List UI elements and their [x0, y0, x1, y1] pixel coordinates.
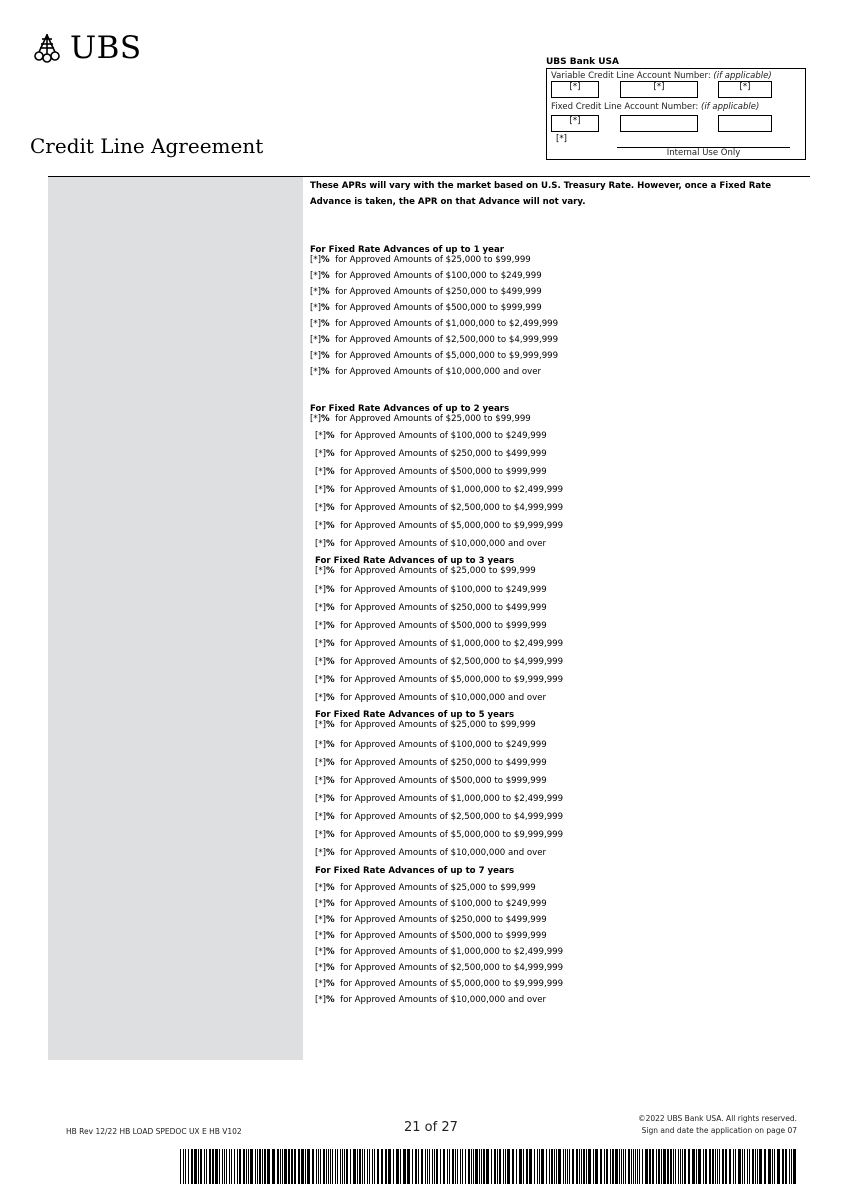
percent-sign: %	[326, 621, 335, 631]
fixed-account-field-2[interactable]	[620, 115, 698, 132]
rate-row-text: for Approved Amounts of $500,000 to $999,999	[340, 621, 547, 631]
rate-row-text: for Approved Amounts of $250,000 to $499,999	[340, 449, 547, 459]
percent-sign: %	[326, 995, 335, 1005]
rate-placeholder: [*]	[315, 758, 327, 768]
percent-sign: %	[326, 720, 335, 730]
section-heading: For Fixed Rate Advances of up to 3 years	[315, 556, 515, 566]
rate-placeholder: [*]	[315, 503, 327, 513]
rate-placeholder: [*]	[310, 255, 322, 265]
rate-row-text: for Approved Amounts of $250,000 to $499,999	[340, 758, 547, 768]
percent-sign: %	[321, 255, 330, 265]
percent-sign: %	[326, 963, 335, 973]
rate-row-text: for Approved Amounts of $25,000 to $99,999	[335, 255, 531, 265]
rate-placeholder: [*]	[315, 915, 327, 925]
percent-sign: %	[326, 566, 335, 576]
percent-sign: %	[326, 776, 335, 786]
percent-sign: %	[326, 979, 335, 989]
rate-row	[315, 675, 563, 686]
rate-row	[315, 812, 563, 823]
rate-row	[315, 995, 546, 1006]
rate-row	[315, 503, 563, 514]
percent-sign: %	[326, 899, 335, 909]
rate-placeholder: [*]	[315, 566, 327, 576]
rate-placeholder: [*]	[310, 367, 322, 377]
rate-row	[315, 776, 547, 787]
barcode	[180, 1149, 796, 1184]
rate-row-text: for Approved Amounts of $25,000 to $99,999	[340, 566, 536, 576]
rate-placeholder: [*]	[315, 521, 327, 531]
rate-row	[315, 979, 563, 990]
rate-placeholder: [*]	[315, 830, 327, 840]
rate-row-text: for Approved Amounts of $2,500,000 to $4,999,999	[340, 657, 564, 667]
percent-sign: %	[326, 539, 335, 549]
rate-row-text: for Approved Amounts of $25,000 to $99,999	[335, 414, 531, 424]
rate-row	[315, 657, 563, 668]
rate-row	[315, 883, 536, 894]
section-heading: For Fixed Rate Advances of up to 1 year	[310, 245, 505, 255]
rate-placeholder: [*]	[315, 899, 327, 909]
rate-row-text: for Approved Amounts of $2,500,000 to $4,999,999	[340, 812, 564, 822]
rate-row	[310, 414, 531, 425]
rate-row-text: for Approved Amounts of $500,000 to $999,999	[340, 776, 547, 786]
rate-placeholder: [*]	[310, 414, 322, 424]
fixed-account-field-1[interactable]: [*]	[551, 115, 599, 132]
form-code: HB Rev 12/22 HB LOAD SPEDOC UX E HB V102	[66, 1127, 242, 1136]
variable-account-field-2[interactable]: [*]	[620, 81, 698, 98]
rate-row	[310, 271, 542, 282]
percent-sign: %	[326, 467, 335, 477]
ubs-logo	[30, 30, 142, 66]
percent-sign: %	[326, 449, 335, 459]
rate-placeholder: [*]	[315, 693, 327, 703]
rate-row-text: for Approved Amounts of $10,000,000 and over	[340, 693, 547, 703]
rate-row	[315, 693, 546, 704]
left-sidebar-panel	[48, 177, 303, 1060]
rate-row-text: for Approved Amounts of $100,000 to $249,999	[340, 431, 547, 441]
percent-sign: %	[326, 485, 335, 495]
rate-placeholder: [*]	[315, 995, 327, 1005]
rate-row-text: for Approved Amounts of $100,000 to $249,999	[335, 271, 542, 281]
apr-intro-text: These APRs will vary with the market based on U.S. Treasury Rate. However, once a Fixed Rate Advance is taken, the APR on that Advance will not vary.	[310, 181, 772, 207]
rate-placeholder: [*]	[315, 947, 327, 957]
rate-placeholder: [*]	[315, 848, 327, 858]
rate-placeholder: [*]	[315, 657, 327, 667]
rate-row-text: for Approved Amounts of $5,000,000 to $9,999,999	[340, 521, 564, 531]
rate-row	[315, 848, 546, 859]
percent-sign: %	[321, 319, 330, 329]
rate-placeholder: [*]	[310, 351, 322, 361]
rate-row	[310, 255, 531, 266]
rate-placeholder: [*]	[315, 740, 327, 750]
rate-row	[315, 963, 563, 974]
rate-row	[315, 603, 547, 614]
section-heading: For Fixed Rate Advances of up to 2 years	[310, 404, 510, 414]
rate-row-text: for Approved Amounts of $2,500,000 to $4,999,999	[335, 335, 559, 345]
percent-sign: %	[326, 740, 335, 750]
rate-row	[315, 585, 547, 596]
rate-row	[315, 485, 563, 496]
rate-placeholder: [*]	[315, 776, 327, 786]
rate-row-text: for Approved Amounts of $5,000,000 to $9,999,999	[340, 979, 564, 989]
rate-row-text: for Approved Amounts of $1,000,000 to $2,499,999	[335, 319, 559, 329]
rate-placeholder: [*]	[310, 303, 322, 313]
rate-row-text: for Approved Amounts of $25,000 to $99,999	[340, 720, 536, 730]
percent-sign: %	[326, 812, 335, 822]
rate-row	[310, 335, 558, 346]
rate-placeholder: [*]	[315, 812, 327, 822]
bank-name: UBS Bank USA	[546, 57, 619, 67]
rate-row-text: for Approved Amounts of $250,000 to $499,999	[340, 915, 547, 925]
rate-row-text: for Approved Amounts of $2,500,000 to $4,999,999	[340, 963, 564, 973]
rate-placeholder: [*]	[315, 675, 327, 685]
internal-use-label: Internal Use Only	[666, 148, 741, 158]
rate-row	[315, 915, 547, 926]
rate-row	[315, 830, 563, 841]
copyright-notice: ©2022 UBS Bank USA. All rights reserved.	[638, 1114, 797, 1123]
fixed-account-field-3[interactable]	[718, 115, 772, 132]
rate-row	[315, 720, 536, 731]
percent-sign: %	[326, 883, 335, 893]
rate-placeholder: [*]	[315, 720, 327, 730]
fixed-account-label: Fixed Credit Line Account Number: (if applicable)	[551, 102, 760, 112]
rate-placeholder: [*]	[315, 431, 327, 441]
rate-row-text: for Approved Amounts of $10,000,000 and over	[335, 367, 542, 377]
rate-row	[315, 566, 536, 577]
rate-row	[310, 367, 541, 378]
percent-sign: %	[326, 657, 335, 667]
percent-sign: %	[326, 693, 335, 703]
rate-row	[315, 794, 563, 805]
page-title: Credit Line Agreement	[30, 134, 264, 158]
rate-placeholder: [*]	[315, 449, 327, 459]
percent-sign: %	[321, 287, 330, 297]
logo-text: UBS	[70, 30, 142, 66]
percent-sign: %	[326, 521, 335, 531]
variable-account-label: Variable Credit Line Account Number: (if applicable)	[551, 71, 772, 81]
percent-sign: %	[326, 794, 335, 804]
rate-row-text: for Approved Amounts of $250,000 to $499,999	[340, 603, 547, 613]
rate-placeholder: [*]	[315, 979, 327, 989]
rate-row-text: for Approved Amounts of $100,000 to $249,999	[340, 740, 547, 750]
rate-row	[310, 287, 542, 298]
rate-row	[315, 449, 547, 460]
sign-date-note: Sign and date the application on page 07	[641, 1126, 797, 1135]
rate-row	[315, 639, 563, 650]
rate-row	[315, 539, 546, 550]
rate-row-text: for Approved Amounts of $25,000 to $99,999	[340, 883, 536, 893]
rate-placeholder: [*]	[315, 883, 327, 893]
rate-row	[315, 467, 547, 478]
rate-row	[310, 303, 542, 314]
rate-placeholder: [*]	[315, 467, 327, 477]
percent-sign: %	[326, 675, 335, 685]
page-number: 21 of 27	[404, 1120, 458, 1135]
rate-placeholder: [*]	[310, 271, 322, 281]
rate-row-text: for Approved Amounts of $5,000,000 to $9,999,999	[340, 675, 564, 685]
rate-row-text: for Approved Amounts of $1,000,000 to $2,499,999	[340, 639, 564, 649]
section-heading: For Fixed Rate Advances of up to 7 years	[315, 866, 515, 876]
rate-row-text: for Approved Amounts of $5,000,000 to $9,999,999	[335, 351, 559, 361]
rate-row	[315, 431, 547, 442]
account-extra-placeholder: [*]	[556, 134, 567, 144]
rate-placeholder: [*]	[315, 963, 327, 973]
rate-row	[315, 758, 547, 769]
percent-sign: %	[321, 414, 330, 424]
rate-row-text: for Approved Amounts of $1,000,000 to $2,499,999	[340, 794, 564, 804]
percent-sign: %	[321, 351, 330, 361]
percent-sign: %	[321, 367, 330, 377]
rate-row-text: for Approved Amounts of $2,500,000 to $4,999,999	[340, 503, 564, 513]
percent-sign: %	[326, 585, 335, 595]
percent-sign: %	[326, 603, 335, 613]
rate-row-text: for Approved Amounts of $1,000,000 to $2,499,999	[340, 947, 564, 957]
rate-placeholder: [*]	[310, 287, 322, 297]
percent-sign: %	[326, 431, 335, 441]
percent-sign: %	[326, 947, 335, 957]
rate-row	[310, 319, 558, 330]
percent-sign: %	[326, 931, 335, 941]
rate-row-text: for Approved Amounts of $500,000 to $999,999	[340, 467, 547, 477]
rate-row-text: for Approved Amounts of $100,000 to $249,999	[340, 899, 547, 909]
rate-placeholder: [*]	[315, 485, 327, 495]
percent-sign: %	[326, 915, 335, 925]
rate-row	[310, 351, 558, 362]
ubs-keys-logo-icon	[30, 31, 64, 65]
rate-row	[315, 621, 547, 632]
rate-placeholder: [*]	[315, 603, 327, 613]
rate-row	[315, 521, 563, 532]
variable-account-field-1[interactable]: [*]	[551, 81, 599, 98]
rate-row-text: for Approved Amounts of $1,000,000 to $2,499,999	[340, 485, 564, 495]
rate-row	[315, 899, 547, 910]
rate-placeholder: [*]	[315, 621, 327, 631]
percent-sign: %	[326, 848, 335, 858]
rate-placeholder: [*]	[315, 794, 327, 804]
rate-row-text: for Approved Amounts of $5,000,000 to $9,999,999	[340, 830, 564, 840]
rate-row-text: for Approved Amounts of $500,000 to $999,999	[335, 303, 542, 313]
percent-sign: %	[326, 758, 335, 768]
rate-row-text: for Approved Amounts of $10,000,000 and over	[340, 539, 547, 549]
variable-account-field-3[interactable]: [*]	[718, 81, 772, 98]
rate-placeholder: [*]	[310, 319, 322, 329]
percent-sign: %	[326, 503, 335, 513]
rate-placeholder: [*]	[315, 585, 327, 595]
rate-row-text: for Approved Amounts of $250,000 to $499,999	[335, 287, 542, 297]
rate-placeholder: [*]	[315, 639, 327, 649]
rate-row	[315, 931, 547, 942]
rate-row-text: for Approved Amounts of $100,000 to $249,999	[340, 585, 547, 595]
percent-sign: %	[321, 303, 330, 313]
rate-placeholder: [*]	[310, 335, 322, 345]
rate-row-text: for Approved Amounts of $500,000 to $999,999	[340, 931, 547, 941]
rate-row	[315, 740, 547, 751]
rate-row-text: for Approved Amounts of $10,000,000 and over	[340, 848, 547, 858]
percent-sign: %	[326, 830, 335, 840]
rate-row-text: for Approved Amounts of $10,000,000 and over	[340, 995, 547, 1005]
percent-sign: %	[321, 335, 330, 345]
rate-placeholder: [*]	[315, 931, 327, 941]
rate-placeholder: [*]	[315, 539, 327, 549]
percent-sign: %	[326, 639, 335, 649]
percent-sign: %	[321, 271, 330, 281]
rate-row	[315, 947, 563, 958]
section-heading: For Fixed Rate Advances of up to 5 years	[315, 710, 515, 720]
